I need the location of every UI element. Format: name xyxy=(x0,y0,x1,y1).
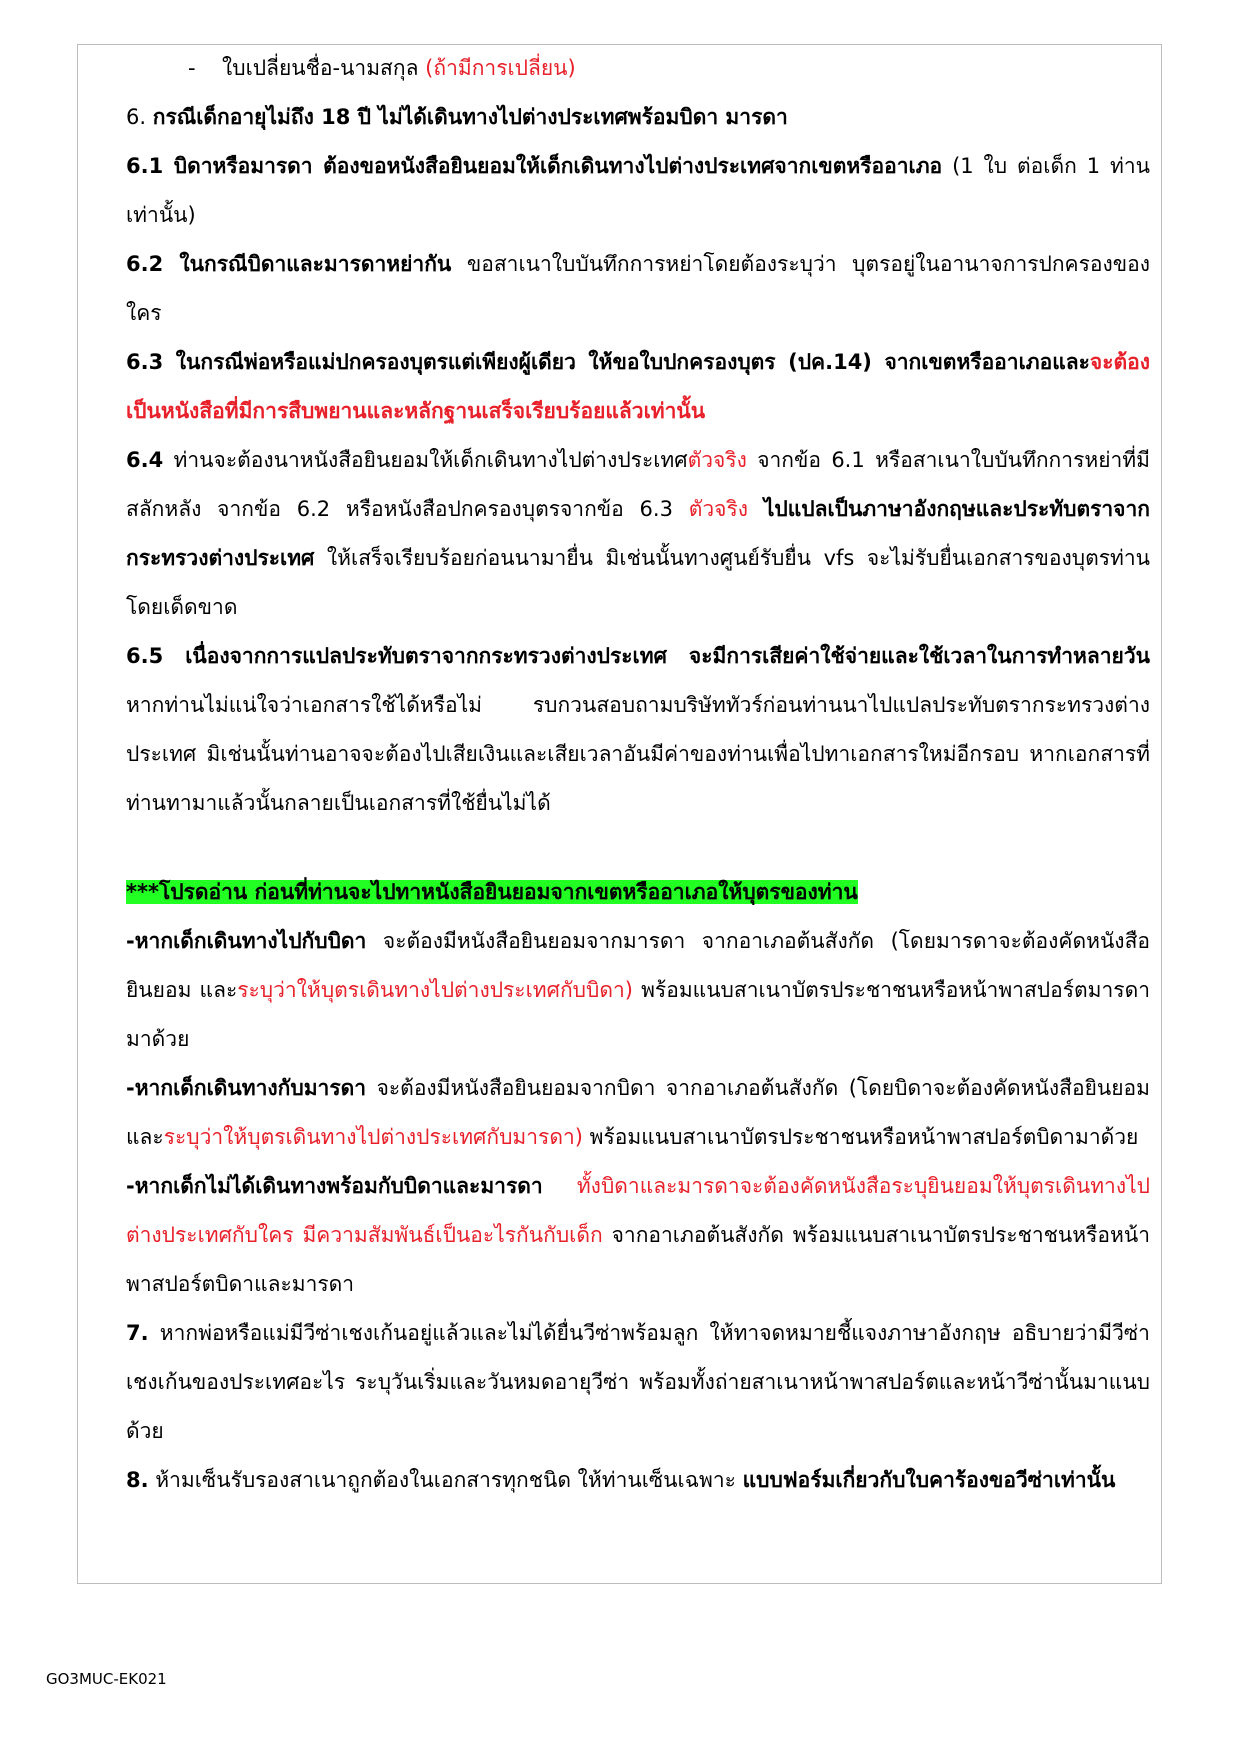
section-6-5-text: หากท่านไม่แน่ใจว่าเอกสารใช้ได้หรือไม่ รบกวนสอบถามบริษัททัวร์ก่อนท่านนาไปแปลประทับตรากระทรวงต่างประเทศ มิเช่นนั้นท่านอาจจะต้องไปเสียเงินและเสียเวลาอันมีค่าของท่านเพื่อไปทาเอกสารใหม่อีกรอบ หากเอกสารที่ท่านทามาแล้วนั้นกลายเป็นเอกสารที่ใช้ยื่นไม่ได้ xyxy=(126,693,1150,815)
section-8-text: ห้ามเซ็นรับรองสาเนาถูกต้องในเอกสารทุกชนิด ให้ท่านเซ็นเฉพาะ xyxy=(155,1468,736,1492)
section-6-4-text-3: ให้เสร็จเรียบร้อยก่อนนามายื่น มิเช่นนั้นทางศูนย์รับยื่น vfs จะไม่รับยื่นเอกสารของบุตรท่านโดยเด็ดขาด xyxy=(126,546,1150,619)
section-6-4-original-1: ตัวจริง xyxy=(687,448,747,472)
section-6-2 xyxy=(126,240,1150,338)
section-8-number: 8. xyxy=(126,1468,149,1492)
case-without-parents xyxy=(126,1162,1150,1309)
section-6-5 xyxy=(126,632,1150,828)
section-6-heading xyxy=(126,93,1150,142)
spacer xyxy=(126,828,1150,868)
document-body xyxy=(126,44,1150,1505)
case-mother-bold: -หากเด็กเดินทางกับมารดา xyxy=(126,1076,367,1100)
case-father-bold: -หากเด็กเดินทางไปกับบิดา xyxy=(126,929,367,953)
section-7 xyxy=(126,1309,1150,1456)
section-7-text: หากพ่อหรือแม่มีวีซ่าเชงเก้นอยู่แล้วและไม่ได้ยื่นวีซ่าพร้อมลูก ให้ทาจดหมายชี้แจงภาษาอังกฤษ อธิบายว่ามีวีซ่าเชงเก้นของประเทศอะไร ระบุวันเริ่มและวันหมดอายุวีซ่า พร้อมทั้งถ่ายสาเนาหน้าพาสปอร์ตและหน้าวีซ่านั้นมาแนบด้วย xyxy=(126,1321,1150,1443)
section-6-3 xyxy=(126,338,1150,436)
section-6-2-text: ขอสาเนาใบบันทึกการหย่าโดยต้องระบุว่า บุตรอยู่ในอานาจการปกครองของใคร xyxy=(126,252,1150,325)
bullet-text: ใบเปลี่ยนชื่อ-นามสกุล xyxy=(222,56,419,80)
section-6-4-original-2: ตัวจริง xyxy=(688,497,749,521)
case-father-text-1: จะต้องมีหนังสือยินยอมจากมารดา จากอาเภอต้นสังกัด (โดยมารดาจะต้องคัดหนังสือยินยอม และ xyxy=(126,929,1150,1002)
section-6-4 xyxy=(126,436,1150,632)
section-6-1-bold: 6.1 บิดาหรือมารดา ต้องขอหนังสือยินยอมให้เด็กเดินทางไปต่างประเทศจากเขตหรืออาเภอ xyxy=(126,154,943,178)
bullet-dash: - xyxy=(188,56,196,80)
notice-highlight: ***โปรดอ่าน ก่อนที่ท่านจะไปทาหนังสือยินยอมจากเขตหรืออาเภอให้บุตรของท่าน xyxy=(126,880,858,904)
bullet-name-change xyxy=(126,44,1150,93)
case-with-father xyxy=(126,917,1150,1064)
case-mother-text-1: จะต้องมีหนังสือยินยอมจากบิดา จากอาเภอต้นสังกัด (โดยบิดาจะต้องคัดหนังสือยินยอม และ xyxy=(126,1076,1150,1149)
section-6-3-warning: จะต้องเป็นหนังสือที่มีการสืบพยานและหลักฐานเสร็จเรียบร้อยแล้วเท่านั้น xyxy=(126,350,1150,423)
case-father-red: ระบุว่าให้บุตรเดินทางไปต่างประเทศกับบิดา) xyxy=(237,978,633,1002)
section-6-2-bold: 6.2 ในกรณีบิดาและมารดาหย่ากัน xyxy=(126,252,452,276)
section-6-5-bold: 6.5 เนื่องจากการแปลประทับตราจากกระทรวงต่างประเทศ จะมีการเสียค่าใช้จ่ายและใช้เวลาในการทำหลายวัน xyxy=(126,644,1150,668)
case-mother-red: ระบุว่าให้บุตรเดินทางไปต่างประเทศกับมารดา) xyxy=(163,1125,583,1149)
section-7-number: 7. xyxy=(126,1321,149,1345)
case-with-mother xyxy=(126,1064,1150,1162)
case-none-red: ทั้งบิดาและมารดาจะต้องคัดหนังสือระบุยินยอมให้บุตรเดินทางไปต่างประเทศกับใคร มีความสัมพันธ์เป็นอะไรกันกับเด็ก xyxy=(126,1174,1150,1247)
bullet-note: (ถ้ามีการเปลี่ยน) xyxy=(425,56,576,80)
case-none-bold: -หากเด็กไม่ได้เดินทางพร้อมกับบิดาและมารดา xyxy=(126,1174,543,1198)
case-mother-text-2: พร้อมแนบสาเนาบัตรประชาชนหรือหน้าพาสปอร์ตบิดามาด้วย xyxy=(589,1125,1139,1149)
section-6-1 xyxy=(126,142,1150,240)
case-father-text-2: พร้อมแนบสาเนาบัตรประชาชนหรือหน้าพาสปอร์ตมารดามาด้วย xyxy=(126,978,1150,1051)
section-8 xyxy=(126,1456,1150,1505)
section-6-number: 6. xyxy=(126,105,147,129)
document-code: GO3MUC-EK021 xyxy=(46,1670,167,1688)
section-6-4-number: 6.4 xyxy=(126,448,164,472)
case-none-text: จากอาเภอต้นสังกัด พร้อมแนบสาเนาบัตรประชาชนหรือหน้าพาสปอร์ตบิดาและมารดา xyxy=(126,1223,1150,1296)
section-6-1-text: (1 ใบ ต่อเด็ก 1 ท่าน เท่านั้น) xyxy=(126,154,1150,227)
section-8-bold: แบบฟอร์มเกี่ยวกับใบคาร้องขอวีซ่าเท่านั้น xyxy=(742,1468,1116,1492)
section-6-title: กรณีเด็กอายุไม่ถึง 18 ปี ไม่ได้เดินทางไปต่างประเทศพร้อมบิดา มารดา xyxy=(152,105,788,129)
section-6-4-translate: ไปแปลเป็นภาษาอังกฤษและประทับตราจากกระทรวงต่างประเทศ xyxy=(126,497,1150,570)
notice-line xyxy=(126,868,1150,917)
section-6-4-text-2: จากข้อ 6.1 หรือสาเนาใบบันทึกการหย่าที่มีสลักหลัง จากข้อ 6.2 หรือหนังสือปกครองบุตรจากข้อ 6.3 xyxy=(126,448,1150,521)
section-6-4-text-1: ท่านจะต้องนาหนังสือยินยอมให้เด็กเดินทางไปต่างประเทศ xyxy=(173,448,688,472)
section-6-3-bold: 6.3 ในกรณีพ่อหรือแม่ปกครองบุตรแต่เพียงผู้เดียว ให้ขอใบปกครองบุตร (ปค.14) จากเขตหรืออาเภอและ xyxy=(126,350,1090,374)
